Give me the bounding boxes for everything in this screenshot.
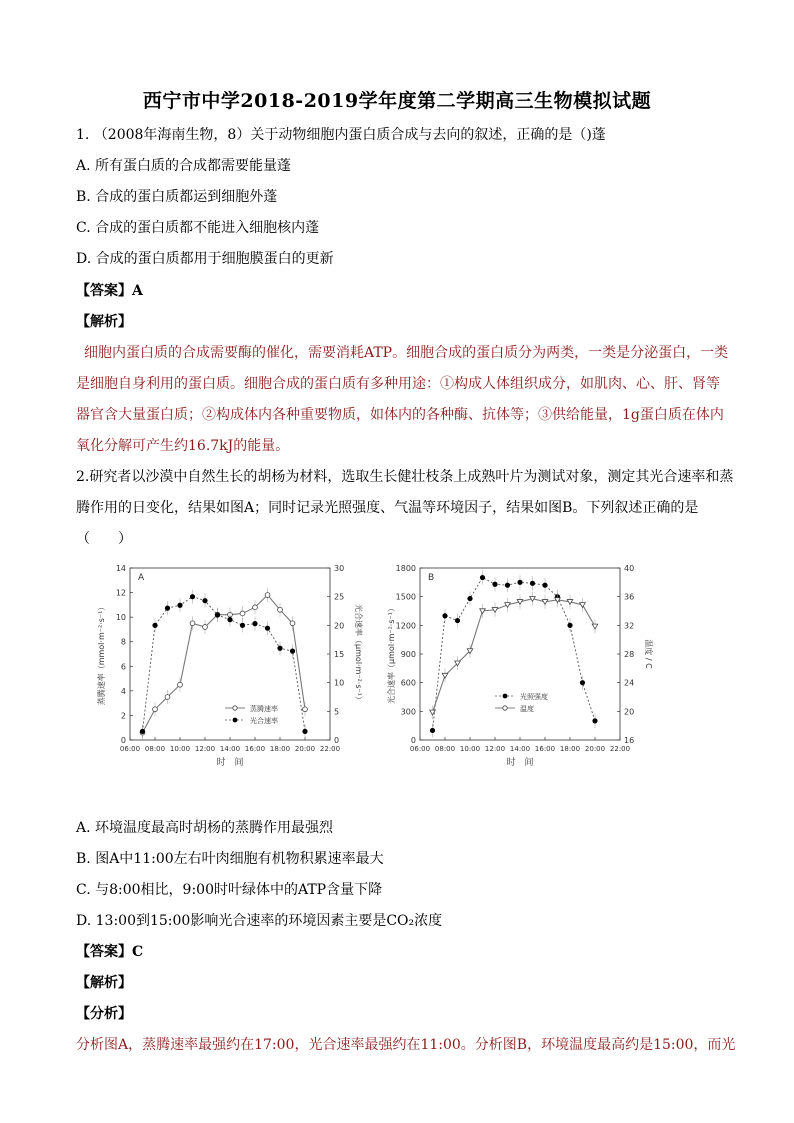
- y-right-tick-label: 16: [624, 736, 635, 745]
- chart-a: [90, 560, 370, 780]
- q1-analysis-line: 器官含大量蛋白质；②构成体内各种重要物质，如体内的各种酶、抗体等；③供给能量，1g蛋白质在体内: [76, 407, 724, 423]
- data-point: [290, 621, 295, 626]
- data-point: [567, 623, 572, 628]
- data-point: [153, 707, 158, 712]
- x-tick-label: 20:00: [584, 745, 606, 753]
- data-point: [580, 603, 586, 608]
- x-tick-label: 22:00: [319, 745, 341, 753]
- q2-stem-line: 腾作用的日变化，结果如图A；同时记录光照强度、气温等环境因子，结果如图B。下列叙述正确的是: [76, 500, 699, 516]
- y-right-tick-label: 15: [334, 650, 345, 659]
- x-tick-label: 10:00: [459, 745, 481, 753]
- data-point: [303, 707, 308, 712]
- q2-answer: 【答案】C: [76, 944, 144, 960]
- q1-option-b: B. 合成的蛋白质都运到细胞外蓬: [76, 189, 278, 205]
- y-left-tick-label: 12: [115, 588, 126, 598]
- q2-stem-line: 2.研究者以沙漠中自然生长的胡杨为材料，选取生长健壮枝条上成熟叶片为测试对象，测定其光合速率和蒸: [76, 469, 734, 485]
- x-tick-label: 18:00: [559, 745, 581, 753]
- x-tick-label: 16:00: [244, 745, 266, 753]
- x-tick-label: 20:00: [294, 745, 316, 753]
- y-left-tick-label: 1200: [395, 621, 416, 631]
- data-point: [278, 607, 283, 612]
- legend-marker: [503, 694, 508, 699]
- x-axis-label: 时 间: [506, 758, 534, 768]
- y-right-axis-label: 温度 / C: [644, 639, 653, 669]
- data-point: [492, 582, 497, 587]
- plot-frame: [130, 568, 330, 740]
- data-point: [177, 603, 182, 608]
- data-point: [165, 695, 170, 700]
- q1-stem: 1. （2008年海南生物，8）关于动物细胞内蛋白质合成与去向的叙述，正确的是（)蓬: [76, 127, 606, 143]
- y-left-tick-label: 6: [120, 662, 126, 672]
- q2-option-d: D. 13:00到15:00影响光合速率的环境因素主要是CO₂浓度: [76, 913, 443, 929]
- y-right-tick-label: 30: [334, 564, 345, 573]
- x-tick-label: 06:00: [409, 745, 431, 753]
- x-axis-label: 时 间: [216, 758, 244, 768]
- data-point: [165, 606, 170, 611]
- y-left-tick-label: 1500: [395, 592, 416, 602]
- data-point: [152, 623, 157, 628]
- data-point: [302, 729, 307, 734]
- x-tick-label: 10:00: [169, 745, 191, 753]
- x-tick-label: 08:00: [434, 745, 456, 753]
- data-point: [277, 646, 282, 651]
- x-tick-label: 06:00: [119, 745, 141, 753]
- plot-frame: [420, 568, 620, 740]
- data-point: [580, 680, 585, 685]
- legend-marker: [233, 718, 238, 723]
- q2-fenxi-label: 【分析】: [76, 1006, 132, 1022]
- legend-label: 光合速率: [250, 717, 278, 725]
- data-point: [240, 611, 245, 616]
- panel-label: A: [138, 573, 145, 583]
- data-point: [265, 626, 270, 631]
- y-left-tick-label: 4: [120, 686, 126, 696]
- data-point: [480, 575, 485, 580]
- q1-analysis-label: 【解析】: [76, 314, 132, 330]
- y-right-tick-label: 0: [334, 736, 340, 745]
- y-right-tick-label: 24: [624, 678, 635, 688]
- x-tick-label: 18:00: [269, 745, 291, 753]
- data-point: [442, 673, 448, 678]
- data-point: [467, 596, 472, 601]
- data-point: [252, 621, 257, 626]
- x-tick-label: 08:00: [144, 745, 166, 753]
- data-point: [190, 594, 195, 599]
- x-tick-label: 12:00: [194, 745, 216, 753]
- q1-analysis-line: 是细胞自身利用的蛋白质。细胞合成的蛋白质有多种用途：①构成人体组织成分，如肌肉、心、肝、肾等: [76, 376, 720, 392]
- panel-label: B: [428, 573, 435, 583]
- x-tick-label: 16:00: [534, 745, 556, 753]
- legend-label: 光照强度: [520, 693, 548, 701]
- y-left-tick-label: 600: [400, 678, 416, 688]
- y-left-axis-label: 光合速率（μmol·m⁻²·s⁻¹）: [387, 604, 396, 704]
- q1-option-c: C. 合成的蛋白质都不能进入细胞核内蓬: [76, 220, 320, 236]
- x-tick-label: 22:00: [609, 745, 631, 753]
- data-point: [592, 718, 597, 723]
- legend-label: 温度: [520, 705, 534, 713]
- data-point: [517, 580, 522, 585]
- y-left-tick-label: 14: [115, 564, 126, 573]
- page-title: 西宁市中学2018-2019学年度第二学期高三生物模拟试题: [142, 90, 652, 112]
- data-point: [227, 617, 232, 622]
- q1-option-d: D. 合成的蛋白质都用于细胞膜蛋白的更新: [76, 251, 334, 267]
- data-point: [202, 598, 207, 603]
- y-left-tick-label: 300: [400, 707, 416, 717]
- series-line: [143, 597, 306, 732]
- series-line: [433, 599, 596, 713]
- chart-b: [375, 560, 665, 780]
- data-point: [253, 605, 258, 610]
- data-point: [505, 583, 510, 588]
- q2-option-b: B. 图A中11:00左右叶肉细胞有机物积累速率最大: [76, 851, 384, 867]
- y-right-tick-label: 40: [624, 564, 635, 573]
- legend-marker: [233, 706, 237, 710]
- legend-label: 蒸腾速率: [250, 705, 278, 713]
- q2-option-a: A. 环境温度最高时胡杨的蒸腾作用最强烈: [76, 820, 334, 836]
- data-point: [178, 682, 183, 687]
- y-right-tick-label: 32: [624, 621, 635, 631]
- q1-analysis-line: 氧化分解可产生约16.7kJ的能量。: [76, 438, 290, 454]
- y-left-tick-label: 10: [115, 613, 126, 623]
- data-point: [542, 583, 547, 588]
- legend-marker: [503, 706, 507, 710]
- y-right-tick-label: 5: [334, 707, 340, 717]
- y-left-tick-label: 900: [400, 650, 416, 659]
- y-right-tick-label: 20: [624, 707, 635, 717]
- data-point: [215, 612, 220, 617]
- y-left-tick-label: 0: [410, 736, 416, 745]
- q2-analysis-label: 【解析】: [76, 975, 132, 991]
- q2-fenxi-text: 分析图A，蒸腾速率最强约在17:00，光合速率最强约在11:00。分析图B，环境温度最高约是15:00，而光: [76, 1037, 736, 1053]
- y-right-tick-label: 28: [624, 650, 635, 659]
- y-left-tick-label: 2: [120, 711, 126, 721]
- y-left-tick-label: 0: [120, 736, 126, 745]
- series-line: [143, 595, 306, 733]
- data-point: [530, 581, 535, 586]
- q1-option-a: A. 所有蛋白质的合成都需要能量蓬: [76, 158, 292, 174]
- data-point: [203, 625, 208, 630]
- y-right-axis-label: 光合速率（μmol·m⁻²·s⁻¹）: [354, 604, 363, 704]
- x-tick-label: 14:00: [509, 745, 531, 753]
- data-point: [140, 729, 145, 734]
- data-point: [442, 613, 447, 618]
- y-right-tick-label: 10: [334, 678, 345, 688]
- q2-option-c: C. 与8:00相比，9:00时叶绿体中的ATP含量下降: [76, 882, 383, 898]
- data-point: [455, 618, 460, 623]
- y-right-tick-label: 25: [334, 592, 345, 602]
- data-point: [240, 623, 245, 628]
- data-point: [190, 621, 195, 626]
- y-left-axis-label: 蒸腾速率（mmol·m⁻²·s⁻¹）: [97, 602, 106, 706]
- y-left-tick-label: 8: [120, 637, 126, 647]
- q2-stem-line: （ ）: [76, 531, 132, 547]
- y-right-tick-label: 20: [334, 621, 345, 631]
- x-tick-label: 12:00: [484, 745, 506, 753]
- q1-analysis-line: 细胞内蛋白质的合成需要酶的催化，需要消耗ATP。细胞合成的蛋白质分为两类，一类是分泌蛋白，一类: [84, 345, 729, 361]
- data-point: [430, 728, 435, 733]
- data-point: [592, 624, 598, 629]
- y-right-tick-label: 36: [624, 592, 635, 602]
- y-left-tick-label: 1800: [395, 564, 416, 573]
- q1-answer: 【答案】A: [76, 283, 143, 299]
- x-tick-label: 14:00: [219, 745, 241, 753]
- data-point: [265, 593, 270, 598]
- data-point: [290, 649, 295, 654]
